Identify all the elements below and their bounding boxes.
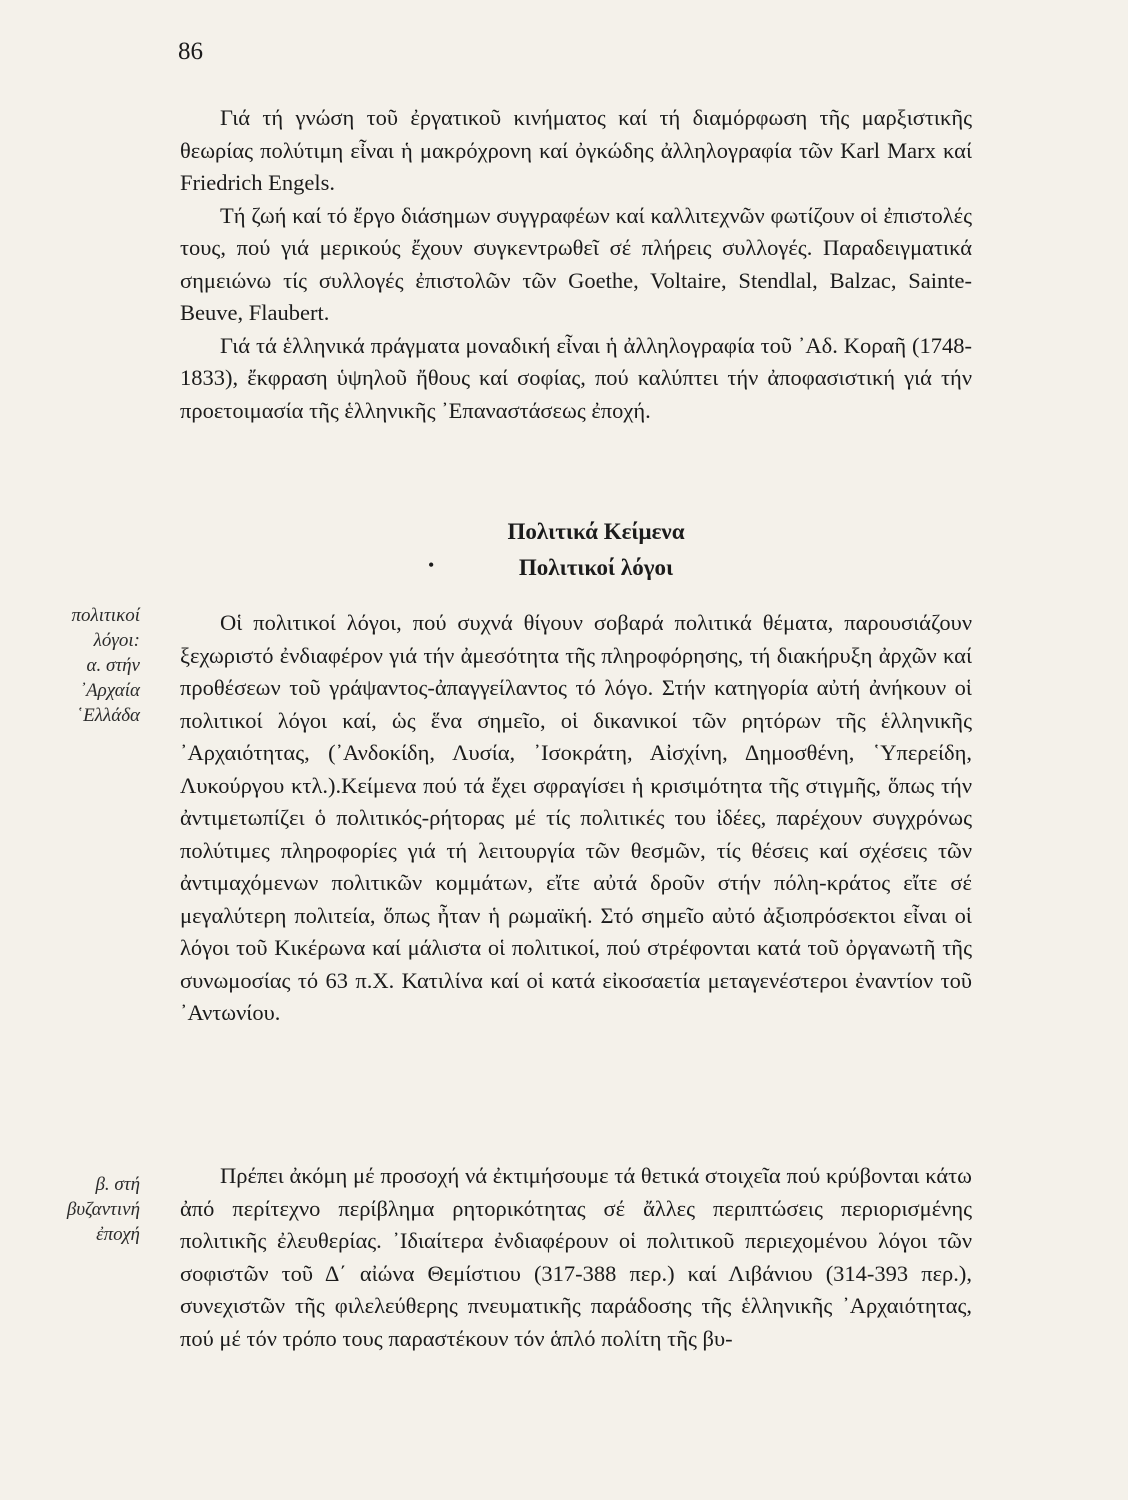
- section-subtitle: Πολιτικοί λόγοι: [518, 555, 674, 580]
- margin-note-line: λόγοι:: [93, 630, 140, 651]
- margin-note-line: ᾿Αρχαία: [79, 680, 140, 701]
- paragraph-korais: Γιά τά ἑλληνικά πράγματα μοναδική εἶναι ἡ ἀλληλογραφία τοῦ ᾿Αδ. Κοραῆ (1748-1833), ἔκφραση ὑψηλοῦ ἤθους καί σοφίας, πού καλύπτει τήν ἀποφασιστική γιά τήν προετοιμασία τῆς ἑλληνικῆς ᾿Επαναστάσεως ἐποχή.: [180, 332, 972, 423]
- page-number: 86: [178, 38, 203, 65]
- paragraph-marx-engels: Γιά τή γνώση τοῦ ἐργατικοῦ κινήματος καί τή διαμόρφωση τῆς μαρξιστικῆς θεωρίας πολύτιμη εἶναι ἡ μακρόχρονη καί ὀγκώδης ἀλληλογραφία τῶν Karl Marx καί Friedrich Engels.: [180, 105, 972, 195]
- intro-text-block: [180, 102, 972, 427]
- paragraph-writers-letters: Τή ζωή καί τό ἔργο διάσημων συγγραφέων καί καλλιτεχνῶν φωτίζουν οἱ ἐπιστολές τους, πού γιά μερικούς ἔχουν συγκεντρωθεῖ σέ πλήρεις συλλογές. Παραδειγματικά σημειώνω τίς συλλογές ἐπιστολῶν τῶν Goethe, Voltaire, Stendlal, Balzac, Sainte-Beuve, Flaubert.: [180, 202, 972, 325]
- print-mark: •: [428, 555, 435, 575]
- margin-note-ancient-greece: [0, 603, 140, 728]
- margin-note-byzantine-era: [0, 1172, 140, 1247]
- paragraph-sophists: Πρέπει ἀκόμη μέ προσοχή νά ἐκτιμήσουμε τά θετικά στοιχεῖα πού κρύβονται κάτω ἀπό περίτεχνο περίβλημα ρητορικότητας σέ ἄλλες περιπτώσεις περιορισμένης πολιτικῆς ἐλευθερίας. ᾿Ιδιαίτερα ἐνδιαφέρουν οἱ πολιτικοῦ περιεχομένου λόγοι τῶν σοφιστῶν τοῦ Δ΄ αἰώνα Θεμίστιου (317-388 περ.) καί Λιβάνιου (314-393 περ.), συνεχιστῶν τῆς φιλελεύθερης πνευματικῆς παράδοσης τῆς ἑλληνικῆς ᾿Αρχαιότητας, πού μέ τόν τρόπο τους παραστέκουν τόν ἁπλό πολίτη τῆς βυ-: [180, 1163, 972, 1351]
- section-title: Πολιτικά Κείμενα: [507, 519, 685, 544]
- political-speeches-text-block: [180, 607, 972, 1030]
- margin-note-line: πολιτικοί: [71, 605, 140, 626]
- margin-note-line: ῾Ελλάδα: [76, 705, 140, 726]
- margin-note-line: α. στήν: [86, 655, 140, 676]
- margin-note-line: β. στή: [95, 1174, 140, 1195]
- margin-note-line: βυζαντινή: [66, 1199, 140, 1220]
- margin-note-line: ἐποχή: [96, 1224, 140, 1245]
- sophists-text-block: [180, 1160, 972, 1355]
- paragraph-political-speeches: Οἱ πολιτικοί λόγοι, πού συχνά θίγουν σοβαρά πολιτικά θέματα, παρουσιάζουν ξεχωριστό ἐνδιαφέρον γιά τήν ἀμεσότητα τῆς πληροφόρησης, τή διακήρυξη ἀρχῶν καί προθέσεων τοῦ γράψαντος-ἀπαγγείλαντος τό λόγο. Στήν κατηγορία αὐτή ἀνήκουν οἱ πολιτικοί λόγοι καί, ὡς ἕνα σημεῖο, οἱ δικανικοί τῶν ρητόρων τῆς ἑλληνικῆς ᾿Αρχαιότητας, (᾿Ανδοκίδη, Λυσία, ᾿Ισοκράτη, Αἰσχίνη, Δημοσθένη, ῾Υπερείδη, Λυκούργου κτλ.).Κείμενα πού τά ἔχει σφραγίσει ἡ κρισιμότητα τῆς στιγμῆς, ὅπως τήν ἀντιμετωπίζει ὁ πολιτικός-ρήτορας μέ τίς πολιτικές του ἰδέες, παρέχουν συγχρόνως πολύτιμες πληροφορίες γιά τή λειτουργία τῶν θεσμῶν, τίς θέσεις καί σχέσεις τῶν ἀντιμαχόμενων πολιτικῶν κομμάτων, εἴτε αὐτά δροῦν στήν πόλη-κράτος εἴτε σέ μεγαλύτερη πολιτεία, ὅπως ἦταν ἡ ρωμαϊκή. Στό σημεῖο αὐτό ἀξιοπρόσεκτοι εἶναι οἱ λόγοι τοῦ Κικέρωνα καί μάλιστα οἱ πολιτικοί, πού στρέφονται κατά τοῦ ὀργανωτῆ τῆς συνωμοσίας τό 63 π.Χ. Κατιλίνα καί οἱ κατά εἰκοσαετία μεταγενέστεροι ἐναντίον τοῦ ᾿Αντωνίου.: [180, 610, 972, 1025]
